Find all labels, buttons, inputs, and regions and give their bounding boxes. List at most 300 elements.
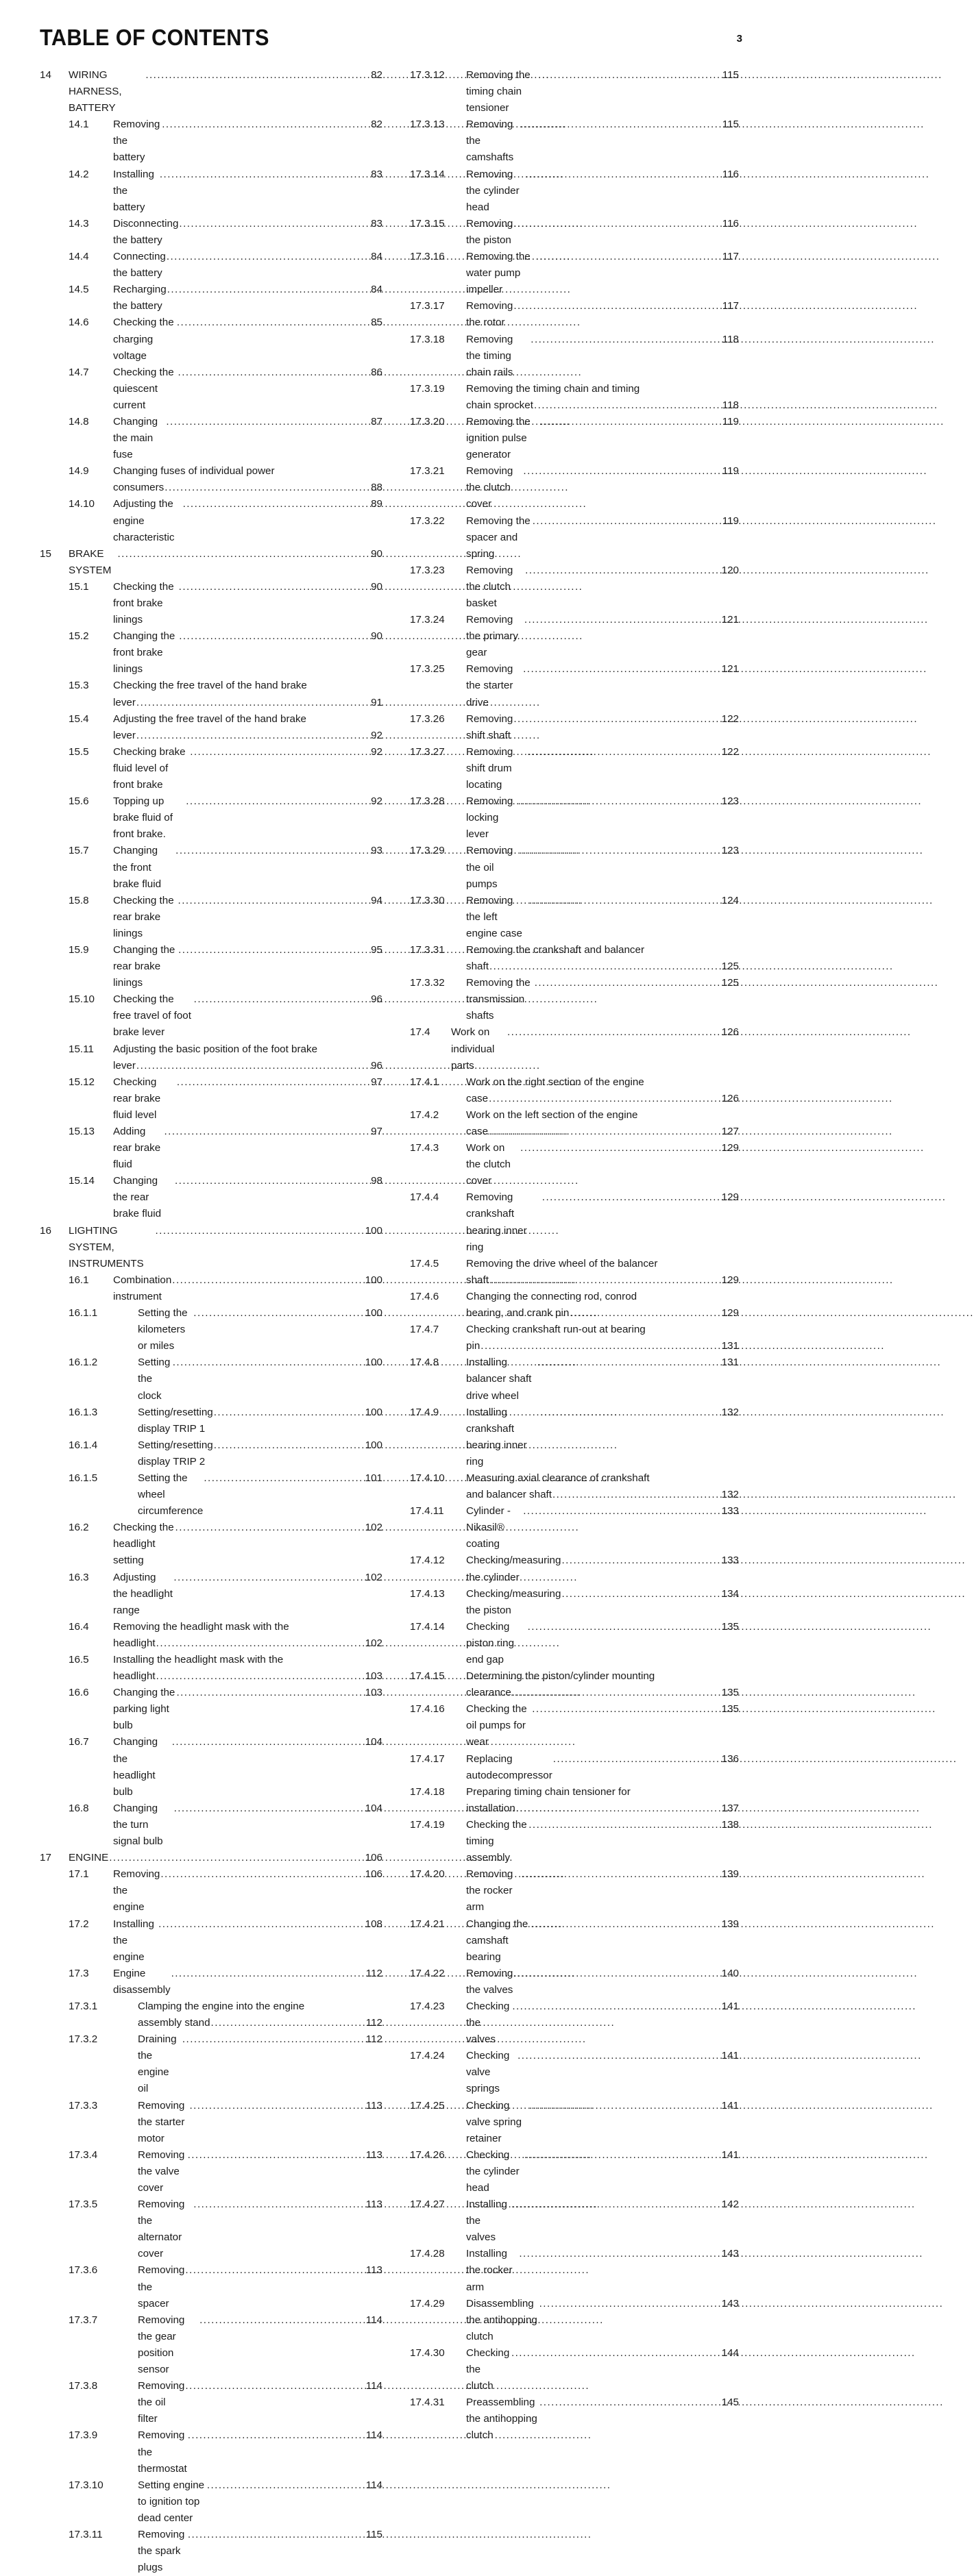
dot-leader bbox=[188, 2527, 353, 2543]
toc-entry[interactable] bbox=[410, 744, 739, 793]
toc-entry-page: 92 bbox=[371, 729, 382, 741]
toc-entry[interactable] bbox=[40, 1998, 382, 2031]
dot-leader bbox=[521, 1866, 709, 1883]
toc-entry[interactable] bbox=[40, 249, 382, 282]
toc-entry-page: 114 bbox=[365, 2380, 382, 2392]
toc-entry-title: Checking valve spring retainer bbox=[466, 2099, 522, 2144]
dot-leader bbox=[193, 1305, 353, 1322]
toc-entry-title: Work on the clutch cover bbox=[466, 1142, 511, 1187]
toc-entry-title: Disconnecting the battery bbox=[113, 217, 179, 246]
toc-entry-page: 98 bbox=[371, 1175, 382, 1187]
toc-entry-page: 96 bbox=[371, 993, 382, 1006]
toc-entry-page: 135 bbox=[721, 1620, 739, 1633]
toc-entry-page: 87 bbox=[371, 415, 382, 428]
toc-entry[interactable] bbox=[410, 414, 739, 463]
toc-entry[interactable] bbox=[410, 249, 739, 298]
toc-entry-page: 102 bbox=[365, 1571, 382, 1583]
toc-entry[interactable] bbox=[40, 678, 382, 710]
toc-entry[interactable] bbox=[410, 1998, 739, 2048]
toc-entry[interactable] bbox=[40, 1800, 382, 1850]
toc-entry[interactable] bbox=[410, 843, 739, 892]
toc-entry[interactable] bbox=[40, 282, 382, 314]
toc-entry[interactable] bbox=[40, 2098, 382, 2147]
toc-entry-page: 115 bbox=[722, 69, 739, 81]
toc-entry-title: Checking/measuring the cylinder bbox=[466, 1555, 561, 1583]
toc-entry-title: Engine disassembly bbox=[113, 1967, 171, 1996]
toc-entry[interactable] bbox=[40, 1685, 382, 1734]
toc-entry[interactable] bbox=[410, 1966, 739, 1998]
toc-entry-title: Removing the camshafts bbox=[466, 119, 514, 164]
dot-leader bbox=[179, 628, 358, 645]
toc-entry[interactable] bbox=[410, 1668, 739, 1701]
toc-entry[interactable] bbox=[40, 364, 382, 414]
toc-entry-page: 101 bbox=[365, 1472, 382, 1484]
toc-entry-page: 136 bbox=[721, 1753, 739, 1765]
toc-entry[interactable] bbox=[410, 1619, 739, 1668]
toc-entry[interactable] bbox=[40, 216, 382, 249]
toc-entry-title: Checking the valves bbox=[466, 2000, 510, 2046]
toc-entry[interactable] bbox=[410, 893, 739, 942]
toc-entry[interactable] bbox=[40, 1041, 382, 1074]
toc-entry-number: 15.3 bbox=[69, 680, 89, 692]
toc-entry-page: 118 bbox=[722, 333, 739, 345]
toc-entry-page: 102 bbox=[365, 1637, 382, 1649]
toc-entry-number: 17.4.25 bbox=[410, 2099, 445, 2111]
toc-entry-number: 17.4.10 bbox=[410, 1472, 445, 1484]
toc-entry[interactable] bbox=[40, 1652, 382, 1685]
dot-leader bbox=[561, 1586, 709, 1602]
toc-entry-number: 17.3.3 bbox=[69, 2099, 98, 2111]
toc-entry-title: WIRING HARNESS, BATTERY bbox=[69, 69, 122, 114]
toc-entry[interactable] bbox=[410, 1552, 739, 1585]
toc-entry[interactable] bbox=[40, 1916, 382, 1966]
toc-entry-page: 104 bbox=[365, 1802, 382, 1814]
toc-entry-page: 108 bbox=[365, 1918, 382, 1930]
toc-entry-page: 96 bbox=[371, 1059, 382, 1072]
toc-entry-title: Removing the valve cover bbox=[138, 2148, 185, 2194]
dot-leader bbox=[534, 397, 709, 414]
toc-entry-title: installation bbox=[466, 1802, 515, 1814]
toc-entry-number: 15.11 bbox=[69, 1043, 94, 1055]
toc-entry-page: 133 bbox=[721, 1505, 739, 1518]
toc-entry[interactable] bbox=[410, 2196, 739, 2246]
toc-entry[interactable] bbox=[410, 1503, 739, 1552]
toc-entry-title: Removing the left engine case bbox=[466, 894, 522, 939]
toc-entry[interactable] bbox=[40, 1470, 382, 1520]
toc-entry-title: Checking valve springs bbox=[466, 2050, 510, 2095]
toc-entry[interactable] bbox=[40, 463, 382, 496]
toc-entry[interactable] bbox=[40, 1223, 382, 1272]
toc-entry[interactable] bbox=[410, 975, 739, 1024]
toc-entry[interactable] bbox=[40, 2196, 382, 2262]
toc-entry[interactable] bbox=[40, 1520, 382, 1569]
toc-entry-number: 17.3.19 bbox=[410, 382, 445, 395]
toc-entry[interactable] bbox=[40, 1966, 382, 1998]
toc-entry-number: 17.4.22 bbox=[410, 1967, 445, 1979]
toc-entry-number: 17.4.14 bbox=[410, 1620, 445, 1633]
toc-entry[interactable] bbox=[410, 612, 739, 661]
toc-entry-page: 83 bbox=[371, 217, 382, 230]
toc-entry[interactable] bbox=[40, 116, 382, 166]
toc-entry[interactable] bbox=[40, 1734, 382, 1800]
toc-entry-title: clearance bbox=[466, 1687, 511, 1699]
toc-entry-page: 93 bbox=[371, 845, 382, 857]
toc-entry-number: 16.8 bbox=[69, 1802, 89, 1814]
toc-entry[interactable] bbox=[40, 2378, 382, 2427]
dot-leader bbox=[525, 562, 709, 579]
toc-entry[interactable] bbox=[40, 2427, 382, 2477]
toc-entry[interactable] bbox=[410, 1322, 739, 1354]
toc-entry[interactable] bbox=[40, 546, 382, 579]
toc-entry-number: 17.1 bbox=[69, 1868, 89, 1881]
toc-entry-number: 17.3.13 bbox=[410, 119, 445, 131]
dot-leader bbox=[188, 2427, 353, 2444]
toc-entry[interactable] bbox=[40, 314, 382, 364]
toc-entry[interactable] bbox=[410, 2394, 739, 2444]
toc-entry-number: 15.7 bbox=[69, 845, 89, 857]
toc-entry-page: 127 bbox=[721, 1126, 739, 1137]
dot-leader bbox=[166, 414, 358, 430]
toc-entry[interactable] bbox=[40, 579, 382, 628]
dot-leader bbox=[489, 1272, 709, 1289]
dot-leader bbox=[173, 1354, 353, 1371]
toc-entry[interactable] bbox=[40, 843, 382, 892]
dot-leader bbox=[552, 1487, 709, 1503]
dot-leader bbox=[193, 2196, 353, 2213]
toc-entry-title: Checking/measuring the piston bbox=[466, 1587, 561, 1616]
toc-entry[interactable] bbox=[410, 2296, 739, 2345]
dot-leader bbox=[178, 942, 358, 958]
toc-entry-title: Removing the oil filter bbox=[138, 2380, 185, 2425]
dot-leader bbox=[162, 116, 358, 133]
toc-entry-title: Removing the starter motor bbox=[138, 2099, 185, 2144]
dot-leader bbox=[533, 513, 709, 530]
toc-entry-page: 126 bbox=[721, 1092, 739, 1104]
dot-leader bbox=[189, 2098, 353, 2114]
toc-entry-page: 86 bbox=[371, 366, 382, 378]
toc-entry[interactable] bbox=[40, 2147, 382, 2196]
dot-leader bbox=[176, 1685, 353, 1701]
toc-entry-number: 14.5 bbox=[69, 284, 89, 296]
toc-entry[interactable] bbox=[40, 1305, 382, 1354]
toc-entry[interactable] bbox=[40, 2527, 382, 2576]
dot-leader bbox=[561, 1552, 709, 1569]
toc-entry-number: 15 bbox=[40, 547, 51, 560]
toc-entry-number: 17.4.9 bbox=[410, 1406, 439, 1418]
toc-entry-page: 113 bbox=[365, 2148, 382, 2161]
toc-entry-title: Checking the timing assembly bbox=[466, 1818, 527, 1864]
toc-entry-title: Checking the front brake linings bbox=[113, 580, 174, 626]
toc-entry[interactable] bbox=[40, 67, 382, 116]
dot-leader bbox=[167, 282, 358, 298]
toc-entry[interactable] bbox=[40, 2312, 382, 2378]
toc-entry-page: 125 bbox=[721, 977, 739, 989]
toc-entry-title: Adjusting the basic position of the foot brake bbox=[113, 1043, 318, 1055]
toc-entry[interactable] bbox=[410, 711, 739, 744]
toc-entry[interactable] bbox=[40, 893, 382, 942]
toc-entry-title: Checking piston ring end gap bbox=[466, 1620, 515, 1665]
toc-entry-number: 17.3.30 bbox=[410, 894, 445, 906]
toc-entry-title: Removing the gear position sensor bbox=[138, 2314, 185, 2376]
dot-leader bbox=[183, 496, 358, 512]
toc-entry-title: Work on the right section of the engine bbox=[466, 1076, 644, 1088]
toc-entry[interactable] bbox=[40, 1850, 382, 1866]
dot-leader bbox=[523, 463, 709, 480]
toc-entry-number: 17.4.5 bbox=[410, 1257, 439, 1270]
dot-leader bbox=[177, 1074, 358, 1091]
toc-entry-number: 14.2 bbox=[69, 168, 89, 180]
toc-entry[interactable] bbox=[410, 1354, 739, 1404]
toc-entry[interactable] bbox=[410, 166, 739, 216]
toc-entry-page: 124 bbox=[721, 894, 739, 906]
toc-entry-number: 17.3.26 bbox=[410, 713, 445, 725]
dot-leader bbox=[513, 216, 709, 232]
toc-entry[interactable] bbox=[410, 2048, 739, 2097]
toc-entry-page: 106 bbox=[365, 1852, 382, 1864]
dot-leader bbox=[175, 1520, 353, 1536]
toc-entry-number: 17.3.12 bbox=[410, 69, 445, 81]
toc-entry-number: 17.4.12 bbox=[410, 1555, 445, 1567]
toc-entry-number: 17.3.16 bbox=[410, 251, 445, 263]
toc-entry[interactable] bbox=[40, 744, 382, 793]
toc-entry-number: 17.3.18 bbox=[410, 333, 445, 345]
toc-entry-title: Removing the clutch cover bbox=[466, 465, 513, 510]
toc-entry-number: 16.3 bbox=[69, 1571, 89, 1583]
dot-leader bbox=[520, 843, 709, 859]
toc-entry-title: Changing the headlight bulb bbox=[113, 1736, 158, 1798]
dot-leader bbox=[172, 1734, 353, 1750]
toc-entry-number: 17.3.6 bbox=[69, 2264, 98, 2277]
toc-entry-number: 15.6 bbox=[69, 795, 89, 808]
toc-columns bbox=[0, 67, 775, 2576]
toc-entry[interactable] bbox=[410, 1586, 739, 1619]
toc-entry-title: Work on individual parts bbox=[451, 1026, 495, 1072]
toc-entry-number: 17.3.29 bbox=[410, 845, 445, 857]
toc-entry[interactable] bbox=[410, 1916, 739, 1966]
toc-entry-page: 89 bbox=[371, 498, 382, 510]
toc-entry[interactable] bbox=[410, 1289, 739, 1322]
toc-entry-number: 17.3.1 bbox=[69, 2000, 98, 2012]
toc-entry[interactable] bbox=[410, 2147, 739, 2196]
toc-entry-title: shaft bbox=[466, 961, 489, 973]
toc-entry[interactable] bbox=[410, 1701, 739, 1750]
dot-leader bbox=[542, 1189, 709, 1206]
toc-entry-number: 17.3 bbox=[69, 1967, 89, 1979]
toc-entry[interactable] bbox=[40, 2262, 382, 2312]
toc-entry-page: 115 bbox=[722, 119, 739, 131]
page-title: TABLE OF CONTENTS bbox=[40, 25, 269, 50]
toc-entry-page: 143 bbox=[721, 2297, 739, 2309]
toc-entry-page: 137 bbox=[721, 1802, 739, 1814]
toc-entry[interactable] bbox=[410, 661, 739, 710]
toc-entry[interactable] bbox=[410, 1866, 739, 1916]
toc-entry-number: 17.4 bbox=[410, 1026, 430, 1039]
dot-leader bbox=[136, 1058, 358, 1074]
toc-entry-title: Installing the valves bbox=[466, 2199, 507, 2244]
toc-entry-number: 17.3.7 bbox=[69, 2314, 98, 2326]
toc-entry-title: Changing fuses of individual power bbox=[113, 465, 275, 478]
toc-entry[interactable] bbox=[410, 942, 739, 975]
toc-entry-title: chain sprocket bbox=[466, 399, 533, 411]
dot-leader bbox=[489, 1124, 709, 1140]
toc-entry[interactable] bbox=[40, 793, 382, 843]
toc-entry[interactable] bbox=[410, 513, 739, 562]
toc-entry[interactable] bbox=[410, 1024, 739, 1074]
toc-entry[interactable] bbox=[40, 414, 382, 463]
toc-entry-title: Changing the front brake linings bbox=[113, 630, 175, 676]
toc-entry[interactable] bbox=[410, 2345, 739, 2394]
toc-entry-title: Installing the engine bbox=[113, 1918, 154, 1963]
toc-entry-page: 97 bbox=[371, 1076, 382, 1088]
toc-entry-title: Checking the cylinder head bbox=[466, 2148, 520, 2194]
toc-entry-page: 141 bbox=[721, 2099, 739, 2111]
toc-entry[interactable] bbox=[40, 496, 382, 545]
dot-leader bbox=[535, 975, 709, 991]
dot-leader bbox=[489, 1091, 709, 1107]
toc-entry[interactable] bbox=[410, 1074, 739, 1107]
toc-entry[interactable] bbox=[40, 2477, 382, 2527]
toc-entry-page: 100 bbox=[365, 1439, 382, 1451]
toc-entry[interactable] bbox=[410, 298, 739, 331]
toc-entry-title: Installing crankshaft bearing inner ring bbox=[466, 1406, 527, 1467]
toc-entry-title: Removing shift drum locating bbox=[466, 745, 513, 791]
toc-entry[interactable] bbox=[410, 67, 739, 116]
toc-entry[interactable] bbox=[40, 1437, 382, 1470]
dot-leader bbox=[160, 166, 358, 183]
toc-entry[interactable] bbox=[40, 628, 382, 678]
dot-leader bbox=[172, 1272, 353, 1289]
toc-entry-number: 15.2 bbox=[69, 630, 89, 643]
toc-entry[interactable] bbox=[410, 1140, 739, 1189]
toc-entry[interactable] bbox=[40, 711, 382, 744]
toc-entry-number: 17.4.31 bbox=[410, 2397, 445, 2409]
toc-entry-number: 17.3.10 bbox=[69, 2479, 104, 2491]
toc-entry[interactable] bbox=[40, 1866, 382, 1916]
toc-entry-number: 17.3.9 bbox=[69, 2429, 98, 2442]
toc-entry-page: 138 bbox=[721, 1818, 739, 1831]
dot-leader bbox=[182, 2031, 353, 2048]
toc-entry-title: Measuring axial clearance of crankshaft bbox=[466, 1472, 650, 1484]
toc-entry-number: 17.3.8 bbox=[69, 2380, 98, 2392]
toc-entry[interactable] bbox=[410, 2246, 739, 2295]
dot-leader bbox=[513, 711, 709, 728]
toc-entry[interactable] bbox=[410, 463, 739, 512]
toc-entry[interactable] bbox=[410, 1470, 739, 1503]
toc-entry-number: 14.9 bbox=[69, 465, 89, 478]
dot-leader bbox=[186, 793, 358, 810]
toc-entry-number: 17.4.21 bbox=[410, 1918, 445, 1930]
dot-leader bbox=[211, 2015, 353, 2031]
toc-entry[interactable] bbox=[410, 1784, 739, 1817]
toc-entry-number: 16.7 bbox=[69, 1736, 89, 1748]
toc-entry-page: 95 bbox=[371, 943, 382, 956]
toc-entry-title: Removing the spark plugs bbox=[138, 2528, 185, 2574]
toc-entry[interactable] bbox=[40, 1354, 382, 1404]
toc-entry[interactable] bbox=[410, 332, 739, 381]
dot-leader bbox=[553, 1751, 709, 1768]
toc-entry-page: 100 bbox=[365, 1274, 382, 1286]
toc-entry-title: Removing the transmission shafts bbox=[466, 977, 531, 1022]
toc-entry-title: Removing the battery bbox=[113, 119, 160, 164]
toc-entry[interactable] bbox=[410, 2098, 739, 2147]
toc-entry-title: Removing the rotor bbox=[466, 300, 513, 329]
toc-entry-number: 17.3.5 bbox=[69, 2199, 98, 2211]
toc-entry-number: 17.3.20 bbox=[410, 415, 445, 428]
toc-entry-title: Removing the spacer and spring bbox=[466, 515, 531, 560]
toc-entry-page: 141 bbox=[721, 2148, 739, 2161]
toc-entry[interactable] bbox=[410, 1404, 739, 1470]
toc-entry-number: 17.4.28 bbox=[410, 2248, 445, 2260]
toc-entry[interactable] bbox=[410, 216, 739, 249]
dot-leader bbox=[190, 744, 358, 760]
toc-entry-number: 16.4 bbox=[69, 1620, 89, 1633]
toc-entry-title: Removing the alternator cover bbox=[138, 2199, 185, 2260]
dot-leader bbox=[570, 1305, 709, 1322]
toc-entry[interactable] bbox=[40, 942, 382, 991]
toc-entry-page: 143 bbox=[721, 2248, 739, 2260]
dot-leader bbox=[175, 1173, 358, 1189]
toc-entry-title: Changing the front brake fluid bbox=[113, 845, 162, 890]
toc-entry-number: 17 bbox=[40, 1852, 51, 1864]
toc-entry-number: 17.3.24 bbox=[410, 614, 445, 626]
toc-entry[interactable] bbox=[410, 793, 739, 843]
dot-leader bbox=[527, 744, 709, 760]
dot-leader bbox=[518, 2048, 709, 2064]
toc-entry[interactable] bbox=[410, 1256, 739, 1289]
toc-entry-number: 14.1 bbox=[69, 119, 89, 131]
toc-entry[interactable] bbox=[40, 166, 382, 216]
toc-entry[interactable] bbox=[40, 1619, 382, 1652]
toc-entry-number: 17.3.2 bbox=[69, 2033, 98, 2046]
toc-entry[interactable] bbox=[410, 1751, 739, 1784]
toc-entry-title: Checking the clutch bbox=[466, 2346, 510, 2392]
dot-leader bbox=[529, 893, 709, 909]
toc-entry-title: Changing the rear brake linings bbox=[113, 943, 175, 989]
toc-entry-page: 132 bbox=[721, 1489, 739, 1501]
toc-entry[interactable] bbox=[40, 991, 382, 1041]
toc-entry[interactable] bbox=[40, 1173, 382, 1222]
toc-entry-number: 14.7 bbox=[69, 366, 89, 378]
toc-entry[interactable] bbox=[410, 562, 739, 612]
toc-entry-page: 100 bbox=[365, 1307, 382, 1320]
toc-entry[interactable] bbox=[410, 1107, 739, 1140]
toc-entry-page: 90 bbox=[371, 630, 382, 643]
toc-entry-title: Removing crankshaft bearing inner ring bbox=[466, 1191, 527, 1253]
toc-entry[interactable] bbox=[40, 2031, 382, 2097]
toc-entry-page: 129 bbox=[721, 1274, 739, 1286]
toc-entry[interactable] bbox=[410, 1189, 739, 1255]
toc-entry[interactable] bbox=[410, 116, 739, 166]
dot-leader bbox=[214, 1404, 353, 1421]
toc-entry[interactable] bbox=[40, 1570, 382, 1619]
toc-entry-title: Checking the quiescent current bbox=[113, 366, 174, 411]
toc-entry[interactable] bbox=[40, 1074, 382, 1124]
toc-entry-page: 116 bbox=[722, 217, 739, 230]
dot-leader bbox=[207, 2477, 353, 2494]
toc-entry-page: 113 bbox=[365, 2264, 382, 2277]
toc-entry-page: 112 bbox=[365, 2033, 382, 2046]
page-header bbox=[0, 0, 775, 63]
toc-entry-page: 133 bbox=[721, 1555, 739, 1567]
toc-column-left bbox=[40, 67, 382, 2576]
toc-entry[interactable] bbox=[410, 381, 739, 414]
toc-entry[interactable] bbox=[40, 1124, 382, 1173]
toc-entry-page: 85 bbox=[371, 317, 382, 329]
toc-entry[interactable] bbox=[410, 1817, 739, 1866]
dot-leader bbox=[538, 67, 709, 84]
toc-entry[interactable] bbox=[40, 1404, 382, 1437]
toc-entry[interactable] bbox=[40, 1272, 382, 1305]
